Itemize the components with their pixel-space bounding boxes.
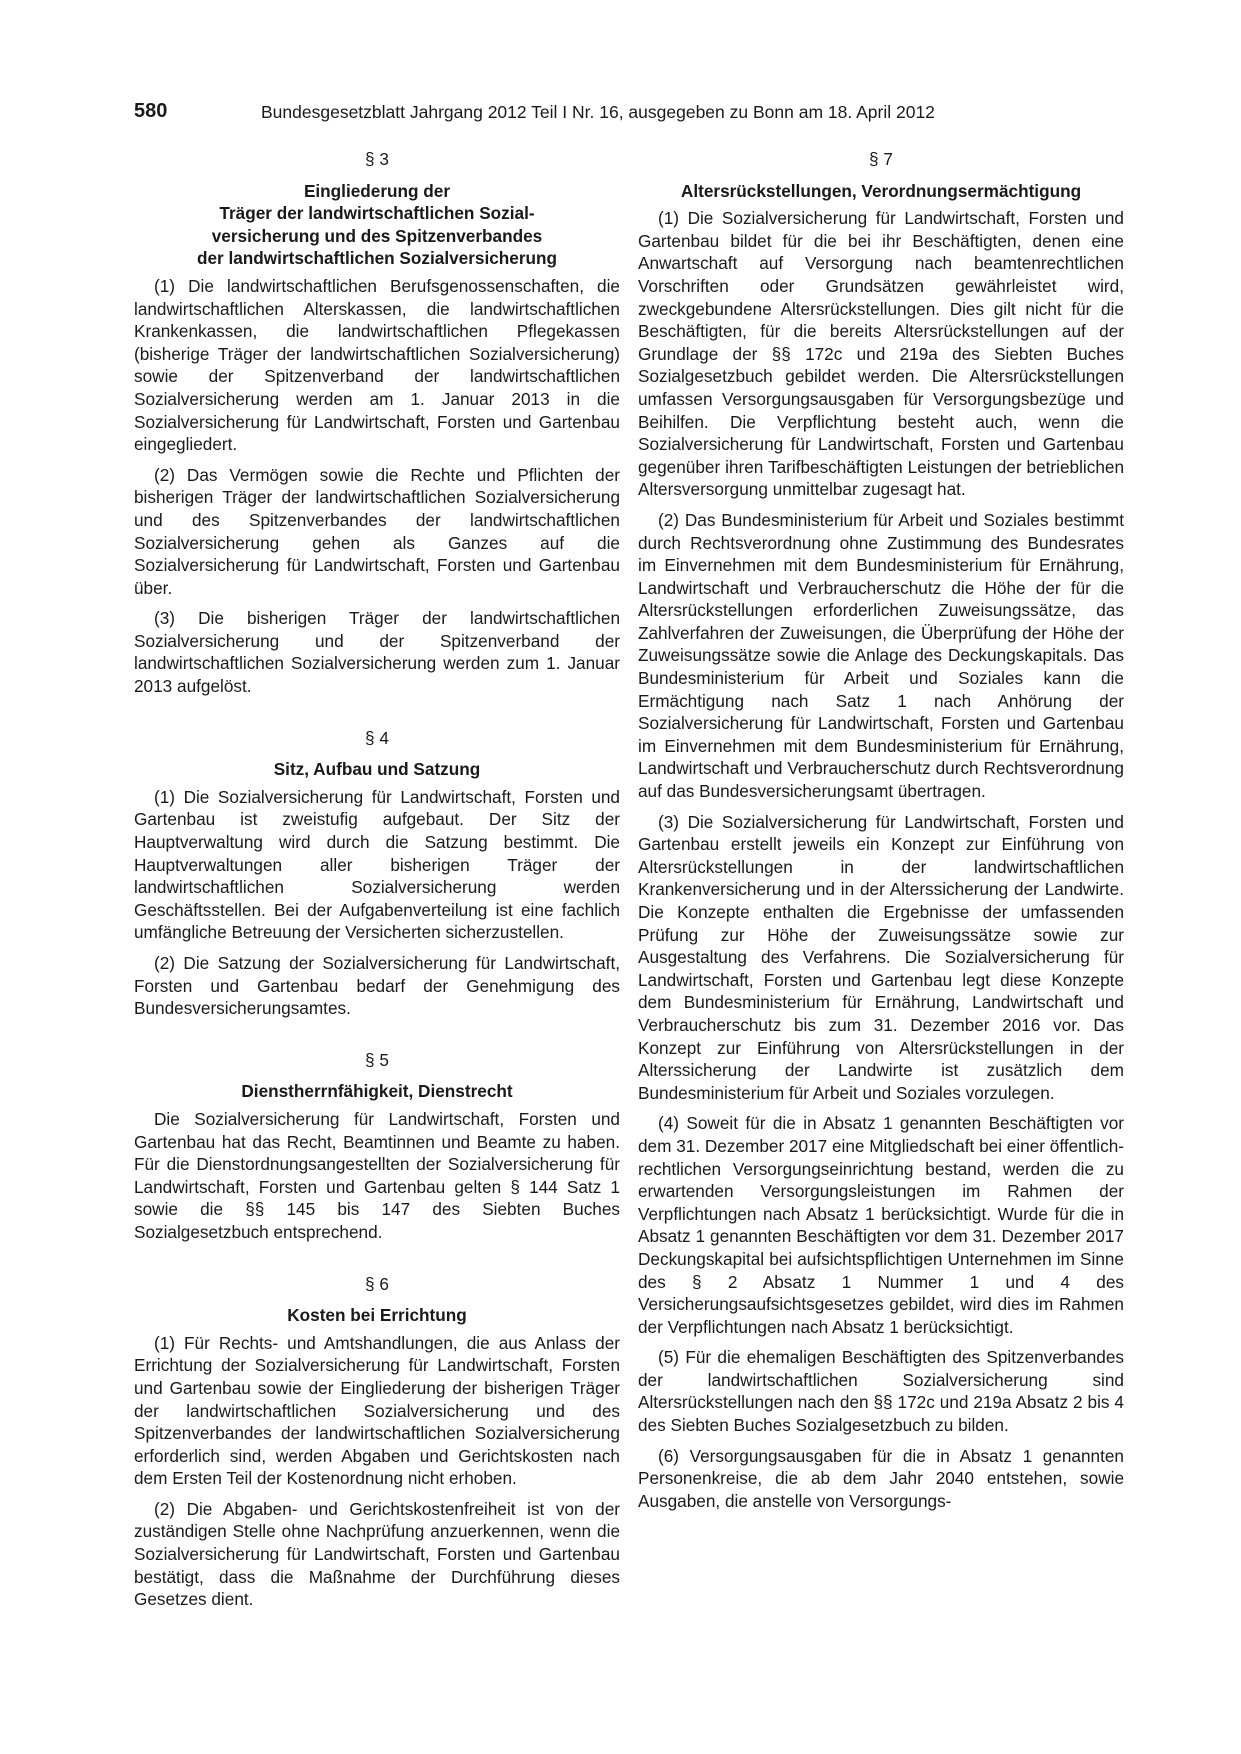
- paragraph: (4) Soweit für die in Absatz 1 genannten Beschäftigten vor dem 31. Dezember 2017 eine Mitgliedschaft bei einer öffentlich-rechtlichen Versorgungseinrichtung bestand, werden die zu erwartenden Versorgungsleistungen im Rahmen der Verpflichtungen nach Absatz 1 berücksichtigt. Wurde für die in Absatz 1 genannten Beschäftigten vor dem 31. Dezember 2017 Deckungskapital bei aufsichtspflichtigen Unternehmen im Sinne des § 2 Absatz 1 Nummer 1 und 4 des Versicherungsaufsichtsgesetzes gebildet, wird dies im Rahmen der Verpflichtungen nach Absatz 1 berücksichtigt.: [638, 1113, 1124, 1337]
- running-title: Bundesgesetzblatt Jahrgang 2012 Teil I Nr. 16, ausgegeben zu Bonn am 18. April 2012: [261, 102, 935, 122]
- section-number: § 7: [869, 149, 893, 169]
- section-title: [638, 180, 1124, 203]
- right-column: [638, 148, 1124, 1520]
- paragraph: (1) Die Sozialversicherung für Landwirtschaft, Forsten und Gartenbau ist zweistufig aufgebaut. Der Sitz der Hauptverwaltung wird durch die Satzung bestimmt. Die Hauptverwaltungen aller bisherigen Träger der landwirtschaftlichen Sozialversicherung werden Geschäftsstellen. Bei der Aufgabenverteilung ist eine fachlich umfängliche Betreuung der Versicherten sicherzustellen.: [134, 786, 620, 943]
- section: [134, 148, 620, 698]
- paragraph: (6) Versorgungsausgaben für die in Absatz 1 genannten Personenkreise, die ab dem Jahr 2040 entstehen, sowie Ausgaben, die anstelle von Versorgungs-: [638, 1445, 1124, 1511]
- paragraph: (2) Die Abgaben- und Gerichtskostenfreiheit ist von der zuständigen Stelle ohne Nachprüfung anzuerkennen, wenn die Sozialversicherung für Landwirtschaft, Forsten und Gartenbau bestätigt, dass die Maßnahme der Durchführung dieses Gesetzes dient.: [134, 1498, 620, 1610]
- paragraph: (3) Die bisherigen Träger der landwirtschaftlichen Sozialversicherung und der Spitzenverband der landwirtschaftlichen Sozialversicherung werden zum 1. Januar 2013 aufgelöst.: [134, 608, 620, 697]
- section-number: § 5: [365, 1049, 389, 1070]
- section-title-line: Eingliederung der: [303, 180, 451, 201]
- section-number: § 4: [365, 727, 389, 748]
- section-number: § 6: [365, 1273, 389, 1294]
- section-title-line: der landwirtschaftlichen Sozialversicherung: [196, 248, 558, 269]
- paragraph: (3) Die Sozialversicherung für Landwirtschaft, Forsten und Gartenbau erstellt jeweils ein Konzept zur Einführung von Altersrückstellungen in der landwirtschaftlichen Krankenversicherung und in der Alterssicherung der Landwirte. Die Konzepte enthalten die Ergebnisse der umfassenden Prüfung zur Höhe der Zuweisungssätze sowie zur Ausgestaltung des Verfahrens. Die Sozialversicherung für Landwirtschaft, Forsten und Gartenbau legt diese Konzepte dem Bundesministerium für Ernährung, Landwirtschaft und Verbraucherschutz bis zum 31. Dezember 2016 vor. Das Konzept zur Einführung von Altersrückstellungen in der Alterssicherung der Landwirte ist zusätzlich dem Bundesministerium für Arbeit und Soziales vorzulegen.: [638, 811, 1124, 1103]
- paragraph: (1) Die landwirtschaftlichen Berufsgenossenschaften, die landwirtschaftlichen Alterskassen, die landwirtschaftlichen Krankenkassen, die landwirtschaftlichen Pflegekassen (bisherige Träger der landwirtschaftlichen Sozialversicherung) sowie der Spitzenverband der landwirtschaftlichen Sozialversicherung werden am 1. Januar 2013 in die Sozialversicherung für Landwirtschaft, Forsten und Gartenbau eingegliedert.: [134, 275, 620, 455]
- page-header: [134, 100, 1114, 126]
- section: [134, 1273, 620, 1611]
- section-title: [134, 180, 620, 270]
- paragraph: (5) Für die ehemaligen Beschäftigten des Spitzenverbandes der landwirtschaftlichen Sozialversicherung sind Altersrückstellungen nach den §§ 172c und 219a Absatz 2 bis 4 des Siebten Buches Sozialgesetzbuch zu bilden.: [638, 1347, 1124, 1436]
- section-title-line: Kosten bei Errichtung: [287, 1305, 467, 1326]
- paragraph: (1) Die Sozialversicherung für Landwirtschaft, Forsten und Gartenbau bildet für die bei ihr Beschäftigten, denen eine Anwartschaft auf Versorgung nach beamtenrechtlichen Vorschriften oder Grundsätzen gewährleistet wird, zweckgebundene Altersrückstellungen. Dies gilt nicht für die Beschäftigten, für die bereits Altersrückstellungen auf der Grundlage der §§ 172c und 219a des Siebten Buches Sozialgesetzbuch gebildet werden. Die Altersrückstellungen umfassen Versorgungsausgaben für Versorgungsbezüge und Beihilfen. Die Verpflichtung besteht auch, wenn die Sozialversicherung für Landwirtschaft, Forsten und Gartenbau gegenüber ihren Tarifbeschäftigten Leistungen der betrieblichen Altersversorgung unmittelbar zugesagt hat.: [638, 208, 1124, 500]
- section-title-line: Sitz, Aufbau und Satzung: [273, 759, 481, 780]
- section-title: [134, 1080, 620, 1103]
- section: [134, 1049, 620, 1244]
- section: [134, 727, 620, 1020]
- paragraph: Die Sozialversicherung für Landwirtschaft, Forsten und Gartenbau hat das Recht, Beamtinnen und Beamte zu haben. Für die Dienstordnungsangestellten der Sozialversicherung für Landwirtschaft, Forsten und Gartenbau gelten § 144 Satz 1 sowie die §§ 145 bis 147 des Siebten Buches Sozialgesetzbuch entsprechend.: [134, 1108, 620, 1242]
- paragraph: (2) Die Satzung der Sozialversicherung für Landwirtschaft, Forsten und Gartenbau bedarf der Genehmigung des Bundesversicherungsamtes.: [134, 953, 620, 1019]
- page-number: 580: [134, 100, 168, 122]
- section-title-line: versicherung und des Spitzenverbandes: [211, 225, 543, 246]
- section: [638, 148, 1124, 1512]
- section-number: § 3: [365, 149, 389, 169]
- paragraph: (2) Das Bundesministerium für Arbeit und Soziales bestimmt durch Rechtsverordnung ohne Zustimmung des Bundesrates im Einvernehmen mit dem Bundesministerium für Ernährung, Landwirtschaft und Verbraucherschutz die Höhe der für die Altersrückstellungen erforderlichen Zuweisungssätze, das Zahlverfahren der Zuweisungen, die Überprüfung der Höhe der Zuweisungssätze sowie die Anlage des Deckungskapitals. Das Bundesministerium für Arbeit und Soziales kann die Ermächtigung nach Satz 1 nach Anhörung der Sozialversicherung für Landwirtschaft, Forsten und Gartenbau im Einvernehmen mit dem Bundesministerium für Ernährung, Landwirtschaft und Verbraucherschutz durch Rechtsverordnung auf das Bundesversicherungsamt übertragen.: [638, 509, 1124, 802]
- section-title-line: Altersrückstellungen, Verordnungsermächtigung: [680, 180, 1082, 201]
- section-title: [134, 1304, 620, 1327]
- paragraph: (2) Das Vermögen sowie die Rechte und Pflichten der bisherigen Träger der landwirtschaftlichen Sozialversicherung und des Spitzenverbandes der landwirtschaftlichen Sozialversicherung gehen als Ganzes auf die Sozialversicherung für Landwirtschaft, Forsten und Gartenbau über.: [134, 464, 620, 598]
- paragraph: (1) Für Rechts- und Amtshandlungen, die aus Anlass der Errichtung der Sozialversicherung für Landwirtschaft, Forsten und Gartenbau sowie der Eingliederung der bisherigen Träger der landwirtschaftlichen Sozialversicherung und des Spitzenverbandes der landwirtschaftlichen Sozialversicherung erforderlich sind, werden Abgaben und Gerichtskosten nach dem Ersten Teil der Kostenordnung nicht erhoben.: [134, 1332, 620, 1489]
- section-title-line: Träger der landwirtschaftlichen Sozial-: [219, 203, 535, 224]
- left-column: [134, 148, 620, 1619]
- section-title: [134, 758, 620, 781]
- section-title-line: Dienstherrnfähigkeit, Dienstrecht: [241, 1081, 513, 1102]
